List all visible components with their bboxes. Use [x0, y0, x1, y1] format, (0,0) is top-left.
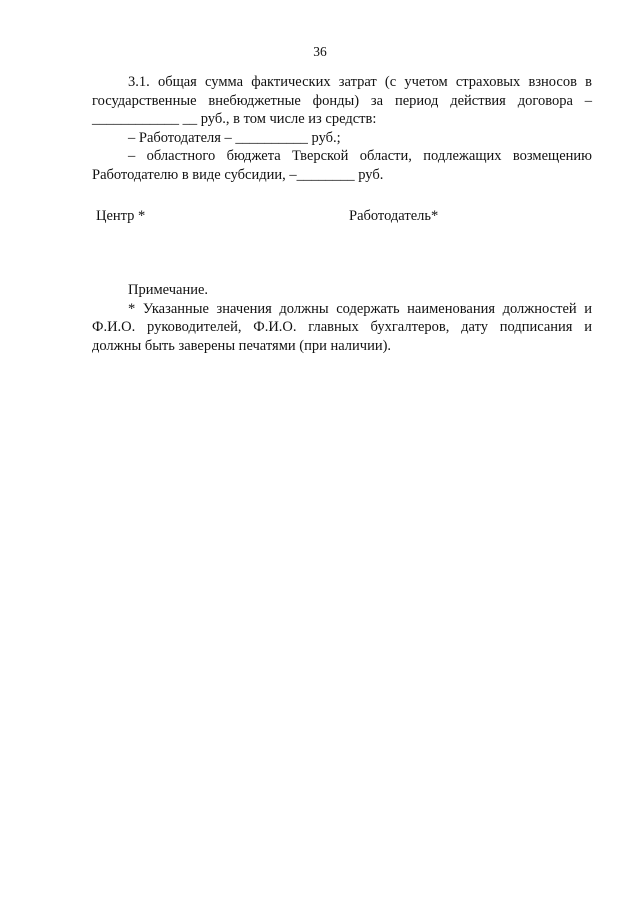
paragraph-line: ____________ __ руб., в том числе из средств: — [92, 111, 377, 127]
note-title: Примечание. — [128, 282, 209, 298]
budget-line: – областного бюджета Тверской области, подлежащих возмещению — [128, 148, 592, 164]
note — [92, 281, 592, 355]
note-line: * Указанные значения должны содержать наименования должностей и — [128, 300, 592, 317]
note-line: должны быть заверены печатями (при наличии). — [92, 337, 392, 354]
employer-amount-line: – Работодателя – __________ руб.; — [128, 129, 341, 146]
note-line: Ф.И.О. руководителей, Ф.И.О. главных бухгалтеров, дату подписания и — [92, 319, 592, 335]
signature-employer-label: Работодатель* — [349, 208, 439, 224]
paragraph-line: государственные внебюджетные фонды) за период действия договора – — [92, 92, 592, 109]
budget-line: Работодателю в виде субсидии, –________ руб. — [92, 166, 384, 183]
signature-center-label: Центр * — [96, 208, 146, 224]
section-3-1 — [92, 73, 592, 184]
paragraph-line: 3.1. общая сумма фактических затрат (с учетом страховых взносов в — [128, 74, 592, 90]
page-number: 36 — [313, 44, 327, 59]
